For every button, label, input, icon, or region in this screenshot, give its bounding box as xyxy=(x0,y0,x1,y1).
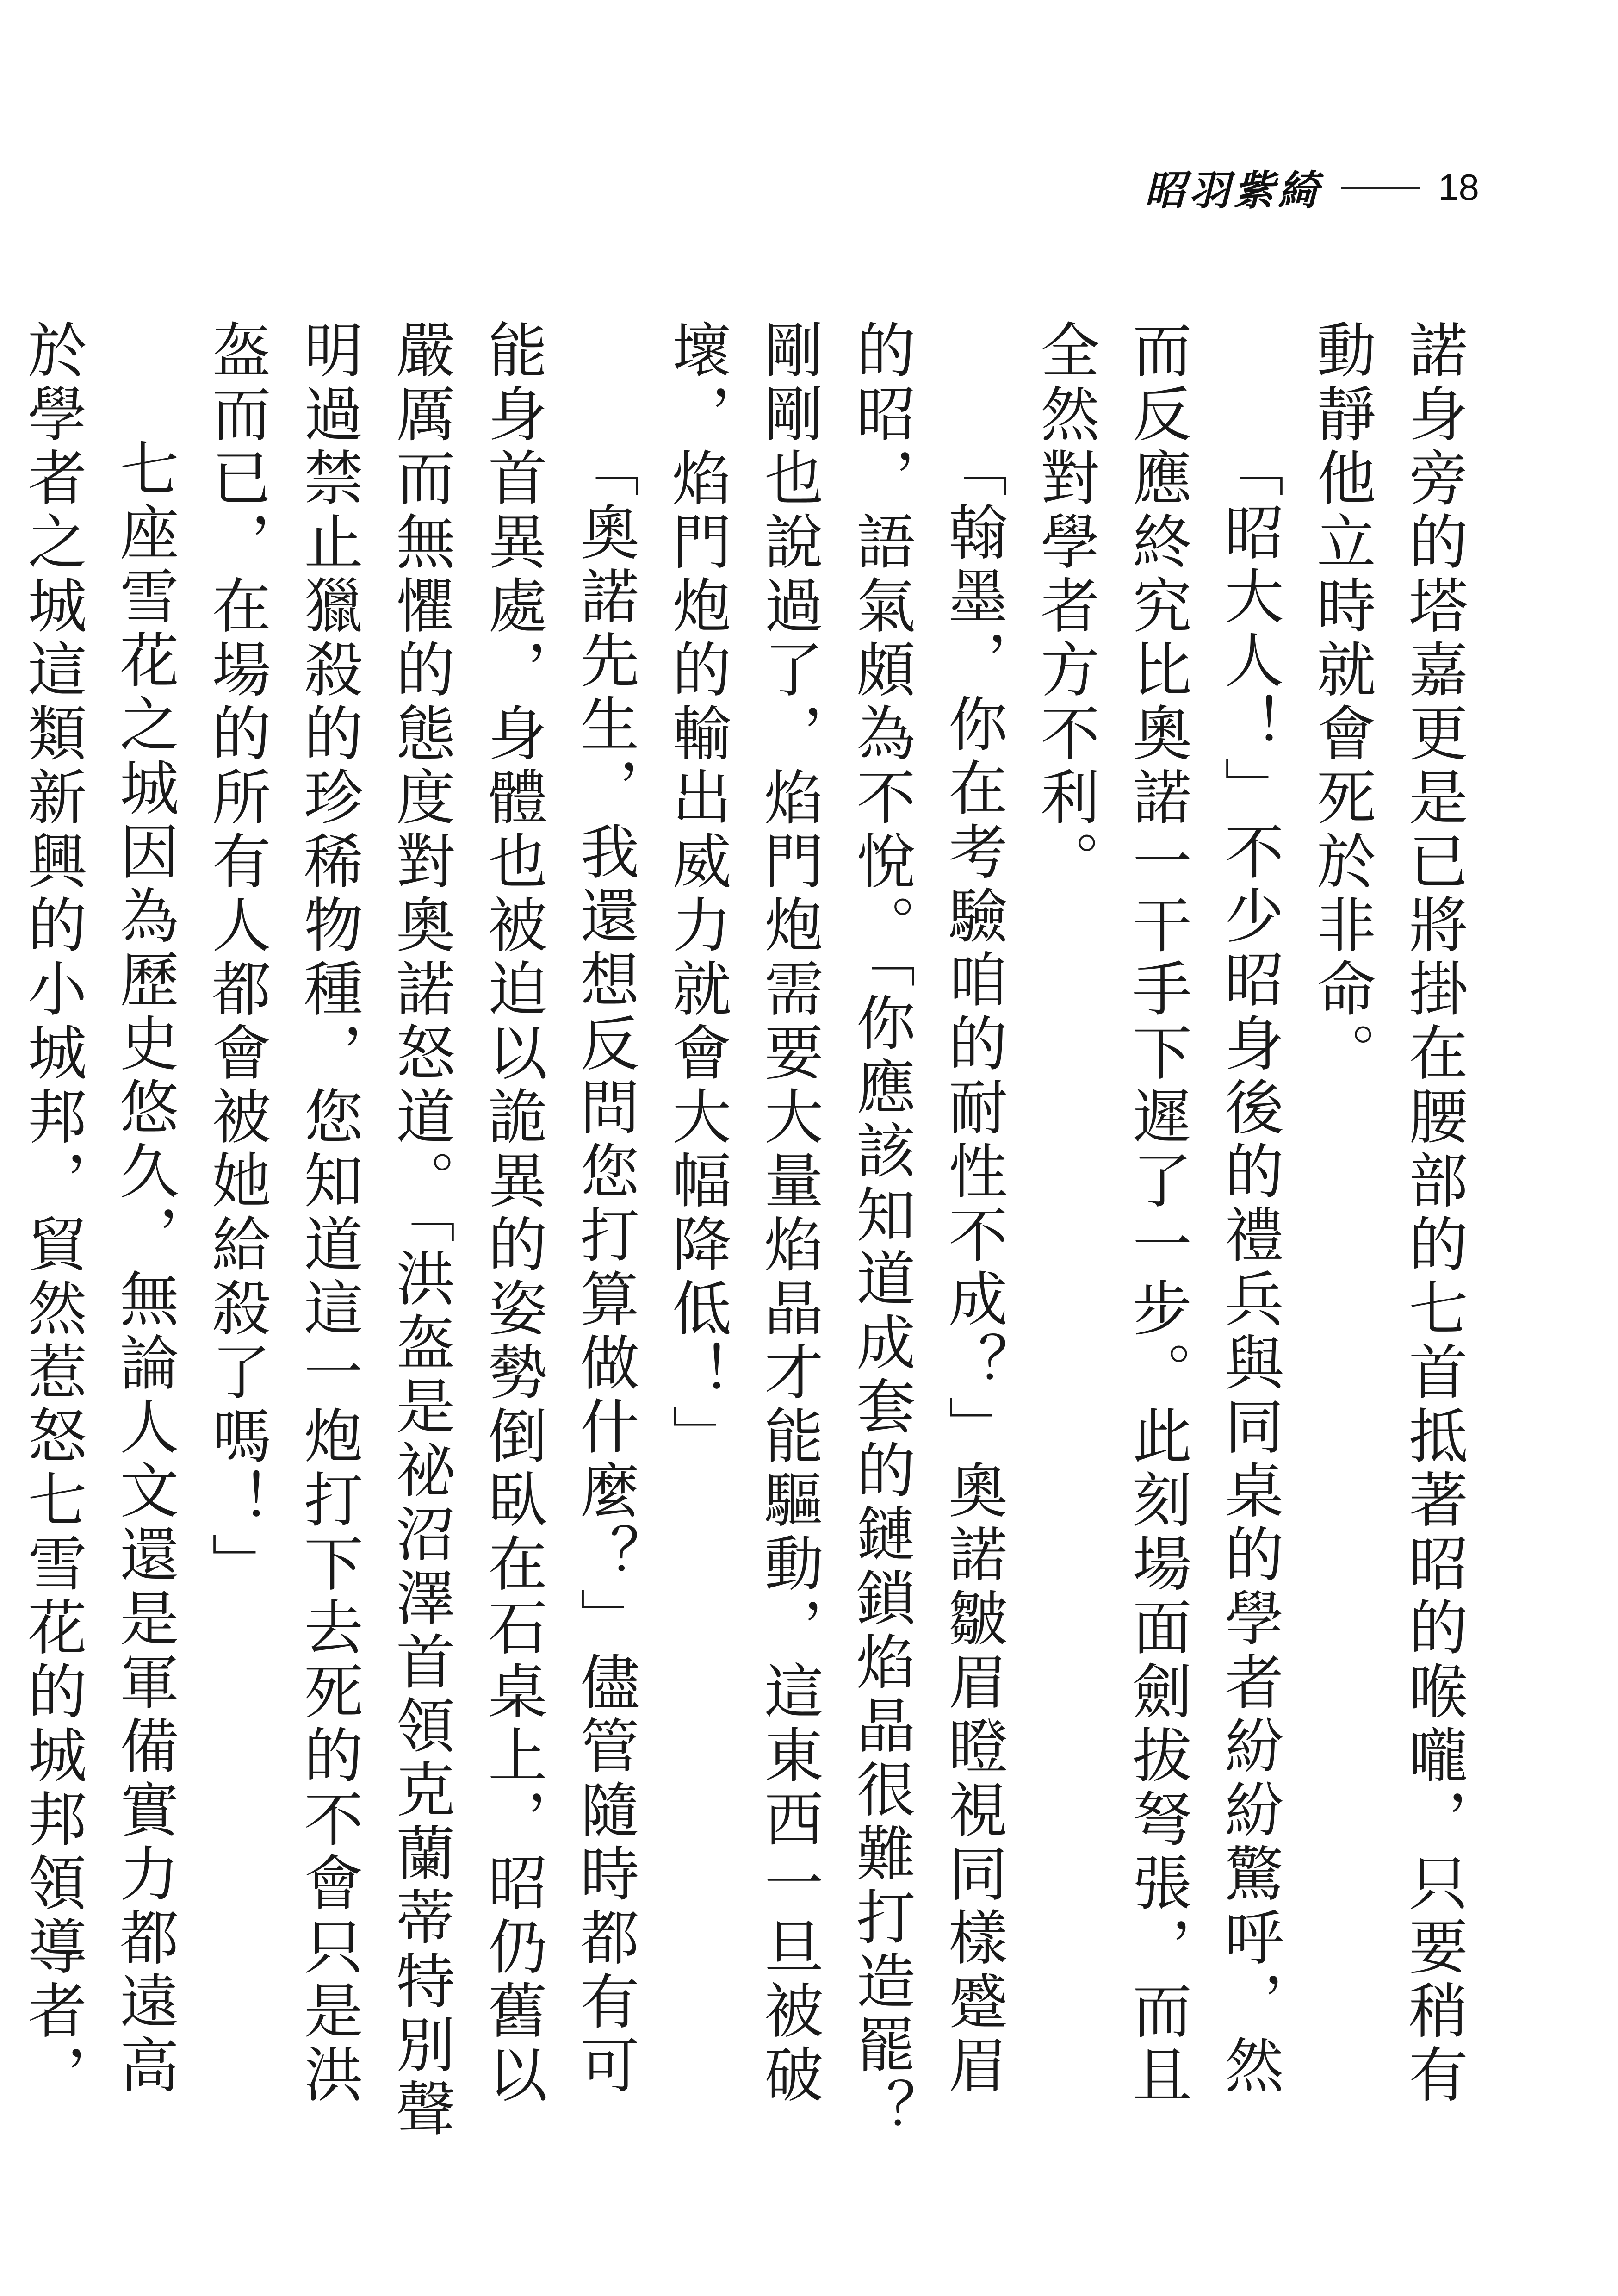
page-number: 18 xyxy=(1438,167,1479,208)
paragraph: 「奧諾先生，我還想反問您打算做什麼？」儘管隨時都有可能身首異處，身體也被迫以詭異的姿勢倒臥在石桌上，昭仍舊以嚴厲而無懼的態度對奧諾怒道。「洪盔是祕沼澤首領克蘭蒂特別聲明過禁止獵殺的珍稀物種，您知道這一炮打下去死的不會只是洪盔而已，在場的所有人都會被她給殺了嗎！」 xyxy=(202,319,639,2142)
header-rule xyxy=(1341,187,1420,189)
vertical-text-body xyxy=(18,319,1479,2152)
book-title: 昭羽紫綺 xyxy=(1145,166,1323,214)
paragraph: 七座雪花之城因為歷史悠久，無論人文還是軍備實力都遠高於學者之城這類新興的小城邦，貿然惹怒七雪花的城邦領導者， xyxy=(18,319,179,2108)
paragraph: 「翰墨，你在考驗咱的耐性不成？」奧諾皺眉瞪視同樣蹙眉的昭，語氣頗為不悅。「你應該知道成套的鏈鎖焰晶很難打造罷？剛剛也說過了，焰門炮需要大量焰晶才能驅動，這東西一旦被破壞，焰門炮的輸出威力就會大幅降低！」 xyxy=(662,319,1007,2142)
paragraph: 「昭大人！」不少昭身後的禮兵與同桌的學者紛紛驚呼，然而反應終究比奧諾一干手下遲了一步。此刻場面劍拔弩張，而且全然對學者方不利。 xyxy=(1030,319,1283,2108)
page-header xyxy=(1145,153,1479,222)
paragraph-continued: 諾身旁的塔嘉更是已將掛在腰部的七首抵著昭的喉嚨，只要稍有動靜他立時就會死於非命。 xyxy=(1307,319,1468,2108)
